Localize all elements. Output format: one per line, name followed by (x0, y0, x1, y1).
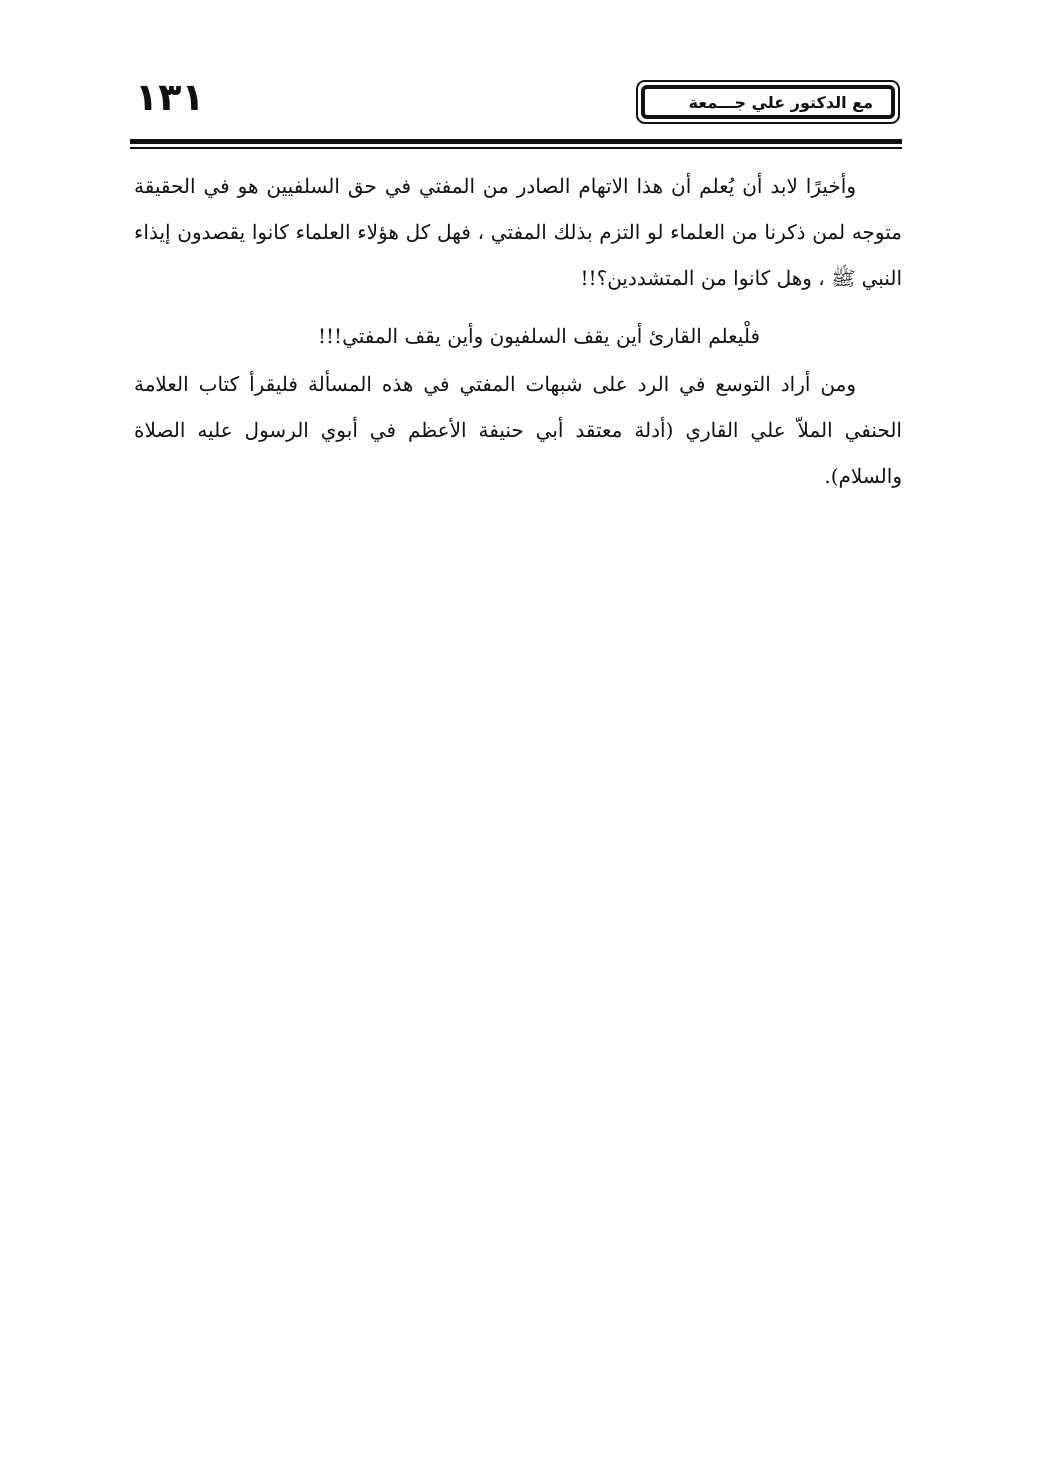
running-header-title: مع الدكتور علي جـــمعة (641, 85, 895, 119)
running-header-box (636, 80, 900, 124)
paragraph-1: وأخيرًا لابد أن يُعلم أن هذا الاتهام الصادر من المفتي في حق السلفيين هو في الحقيقة متوجه لمن ذكرنا من العلماء لو التزم بذلك المفتي ، فهل كل هؤلاء العلماء كانوا يقصدون إيذاء النبي ﷺ ، وهل كانوا من المتشددين؟!! (134, 174, 902, 290)
paragraph-2: فلْيعلم القارئ أين يقف السلفيون وأين يقف المفتي!!! (317, 324, 760, 348)
page-number: ١٣١ (135, 75, 205, 119)
header-divider-thick (130, 139, 902, 144)
paragraph-3: ومن أراد التوسع في الرد على شبهات المفتي في هذه المسألة فليقرأ كتاب العلامة الحنفي الملاّ علي القاري (أدلة معتقد أبي حنيفة الأعظم في أبوي الرسول عليه الصلاة والسلام). (134, 372, 902, 488)
header-divider-thin (130, 147, 902, 149)
